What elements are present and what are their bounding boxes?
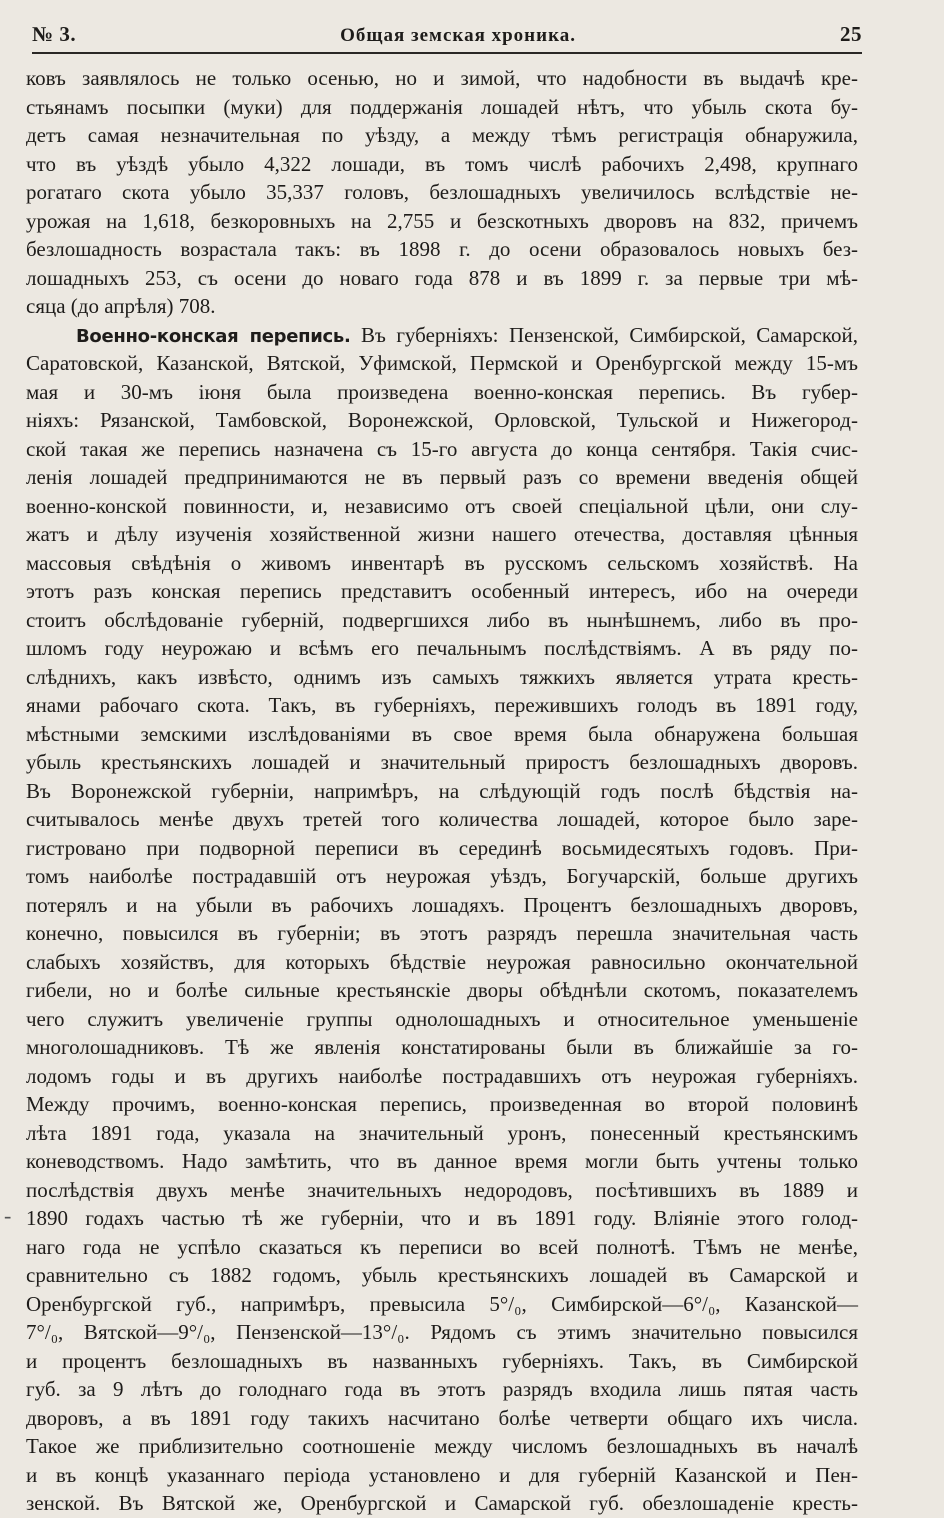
text-line: Такое же приблизительно соотношеніе между числомъ безлошадныхъ въ началѣ bbox=[26, 1434, 858, 1458]
text-line: лошадныхъ 253, съ осени до новаго года 878 и въ 1899 г. за первые три мѣ- bbox=[26, 265, 858, 290]
intro-paragraph bbox=[26, 64, 858, 321]
text-line: жатъ и дѣлу изученія хозяйственной жизни нашего отечества, доставляя цѣнныя bbox=[26, 522, 858, 546]
text-line: урожая на 1,618, безкоровныхъ на 2,755 и безскотныхъ дворовъ на 832, причемъ bbox=[26, 208, 858, 233]
section-heading: Военно-конская перепись. bbox=[76, 325, 351, 347]
text-line: янами рабочаго скота. Такъ, въ губерніяхъ, пережившихъ голодъ въ 1891 году, bbox=[26, 693, 858, 717]
text-line: Между прочимъ, военно-конская перепись, произведенная во второй половинѣ bbox=[26, 1092, 858, 1116]
text-line: ніяхъ: Рязанской, Тамбовской, Воронежской, Орловской, Тульской и Нижегород- bbox=[26, 408, 858, 432]
text-line: ленія лошадей предпринимаются не въ первый разъ со времени введенія общей bbox=[26, 465, 858, 489]
text-line: мѣстными земскими изслѣдованіями въ свое время была обнаружена большая bbox=[26, 721, 858, 746]
text-line: считывалось менѣе двухъ третей того количества лошадей, которое было заре- bbox=[26, 807, 858, 831]
text-line: массовыя свѣдѣнія о живомъ инвентарѣ въ русскомъ сельскомъ хозяйствѣ. На bbox=[26, 550, 858, 575]
issue-number: № 3. bbox=[32, 22, 77, 46]
section-title: Общая земская хроника. bbox=[340, 25, 576, 46]
text-line: этотъ разъ конская перепись представитъ особенный интересъ, ибо на очереди bbox=[26, 579, 858, 603]
text-line: Въ Воронежской губерніи, напримѣръ, на слѣдующій годъ послѣ бѣдствія на- bbox=[26, 778, 858, 803]
text-line: гистровано при подворной переписи въ серединѣ восьмидесятыхъ годовъ. При- bbox=[26, 835, 858, 860]
text-line: что въ уѣздѣ убыло 4,322 лошади, въ томъ числѣ рабочихъ 2,498, крупнаго bbox=[26, 151, 858, 176]
running-header bbox=[32, 22, 862, 52]
text-line: коневодствомъ. Надо замѣтить, что въ данное время могли быть учтены только bbox=[26, 1149, 858, 1173]
text-line: конечно, повысился въ губерніи; въ этотъ разрядъ перешла значительная часть bbox=[26, 921, 858, 945]
text-line: Оренбургской губ., напримѣръ, превысила 5°/₀, Симбирской—6°/₀, Казанской— bbox=[26, 1291, 858, 1316]
text-line: наго года не успѣло сказаться къ переписи во всей полнотѣ. Тѣмъ не менѣе, bbox=[26, 1234, 858, 1259]
margin-dash-mark: - bbox=[4, 1203, 12, 1228]
text-line: многолошадниковъ. Тѣ же явленія констатированы были въ ближайшіе за го- bbox=[26, 1035, 858, 1059]
text-line: Саратовской, Казанской, Вятской, Уфимской, Пермской и Оренбургской между 15-мъ bbox=[26, 351, 858, 375]
text-line: 1890 годахъ частью тѣ же губерніи, что и въ 1891 году. Вліяніе этого голод- bbox=[26, 1206, 858, 1230]
text-line: гибели, но и болѣе сильные крестьянскіе дворы обѣднѣли скотомъ, показателемъ bbox=[26, 978, 858, 1002]
section-paragraph bbox=[26, 321, 858, 1518]
text-line: сяца (до апрѣля) 708. bbox=[26, 294, 216, 318]
text-line: дворовъ, а въ 1891 году такихъ насчитано болѣе четверти общаго ихъ числа. bbox=[26, 1405, 858, 1430]
text-line: и въ концѣ указаннаго періода установлено и для губерній Казанской и Пен- bbox=[26, 1462, 858, 1487]
text-line: лодомъ годы и въ другихъ наиболѣе пострадавшихъ отъ неурожая губерніяхъ. bbox=[26, 1063, 858, 1088]
text-line: ской такая же перепись назначена съ 15-го августа до конца сентября. Такія счис- bbox=[26, 436, 858, 461]
text-body bbox=[26, 64, 858, 1518]
header-rule bbox=[32, 52, 862, 54]
section-first-line bbox=[26, 321, 858, 350]
section-first-line-text: Въ губерніяхъ: Пензенской, Симбирской, Самарской, bbox=[361, 322, 859, 347]
text-line: потерялъ и на убыли въ рабочихъ лошадяхъ. Процентъ безлошадныхъ дворовъ, bbox=[26, 892, 858, 917]
text-line: рогатаго скота убыло 35,337 головъ, безлошадныхъ увеличилось вслѣдствіе не- bbox=[26, 180, 858, 204]
text-line: безлошадность возрастала такъ: въ 1898 г. до осени образовалось новыхъ без- bbox=[26, 237, 858, 261]
text-line: послѣдствія двухъ менѣе значительныхъ недородовъ, посѣтившихъ въ 1889 и bbox=[26, 1177, 858, 1202]
text-line: стоитъ обслѣдованіе губерній, подвергшихся либо въ нынѣшнемъ, либо въ про- bbox=[26, 607, 858, 632]
text-line: стьянамъ посыпки (муки) для поддержанія лошадей нѣтъ, что убыль скота бу- bbox=[26, 94, 858, 119]
text-line: шломъ году неурожаю и всѣмъ его печальнымъ послѣдствіямъ. А въ ряду по- bbox=[26, 636, 858, 660]
text-line: губ. за 9 лѣтъ до голоднаго года въ этотъ разрядъ входила лишь пятая часть bbox=[26, 1377, 858, 1401]
text-line: слабыхъ хозяйствъ, для которыхъ бѣдствіе неурожая равносильно окончательной bbox=[26, 949, 858, 974]
text-line: сравнительно съ 1882 годомъ, убыль крестьянскихъ лошадей въ Самарской и bbox=[26, 1263, 858, 1287]
text-line: лѣта 1891 года, указала на значительный уронъ, понесенный крестьянскимъ bbox=[26, 1120, 858, 1145]
text-line: чего служитъ увеличеніе группы однолошадныхъ и относительное уменьшеніе bbox=[26, 1006, 858, 1031]
text-line: томъ наиболѣе пострадавшій отъ неурожая уѣздъ, Богучарскій, больше другихъ bbox=[26, 864, 858, 888]
text-line: и процентъ безлошадныхъ въ названныхъ губерніяхъ. Такъ, въ Симбирской bbox=[26, 1348, 858, 1373]
text-line: детъ самая незначительная по уѣзду, а между тѣмъ регистрація обнаружила, bbox=[26, 123, 858, 147]
text-line: мая и 30-мъ іюня была произведена военно-конская перепись. Въ губер- bbox=[26, 379, 858, 404]
text-line: 7°/₀, Вятской—9°/₀, Пензенской—13°/₀. Рядомъ съ этимъ значительно повысился bbox=[26, 1320, 858, 1344]
text-line: ковъ заявлялось не только осенью, но и зимой, что надобности въ выдачѣ кре- bbox=[26, 66, 858, 90]
text-line: зенской. Въ Вятской же, Оренбургской и Самарской губ. обезлошаденіе кресть- bbox=[26, 1491, 858, 1515]
text-line: слѣднихъ, какъ извѣсто, однимъ изъ самыхъ тяжкихъ является утрата кресть- bbox=[26, 664, 858, 689]
page-number: 25 bbox=[840, 22, 862, 46]
text-line: военно-конской повинности, и, независимо отъ своей спеціальной цѣли, они слу- bbox=[26, 493, 858, 518]
text-line: убыль крестьянскихъ лошадей и значительный приростъ безлошадныхъ дворовъ. bbox=[26, 750, 858, 774]
